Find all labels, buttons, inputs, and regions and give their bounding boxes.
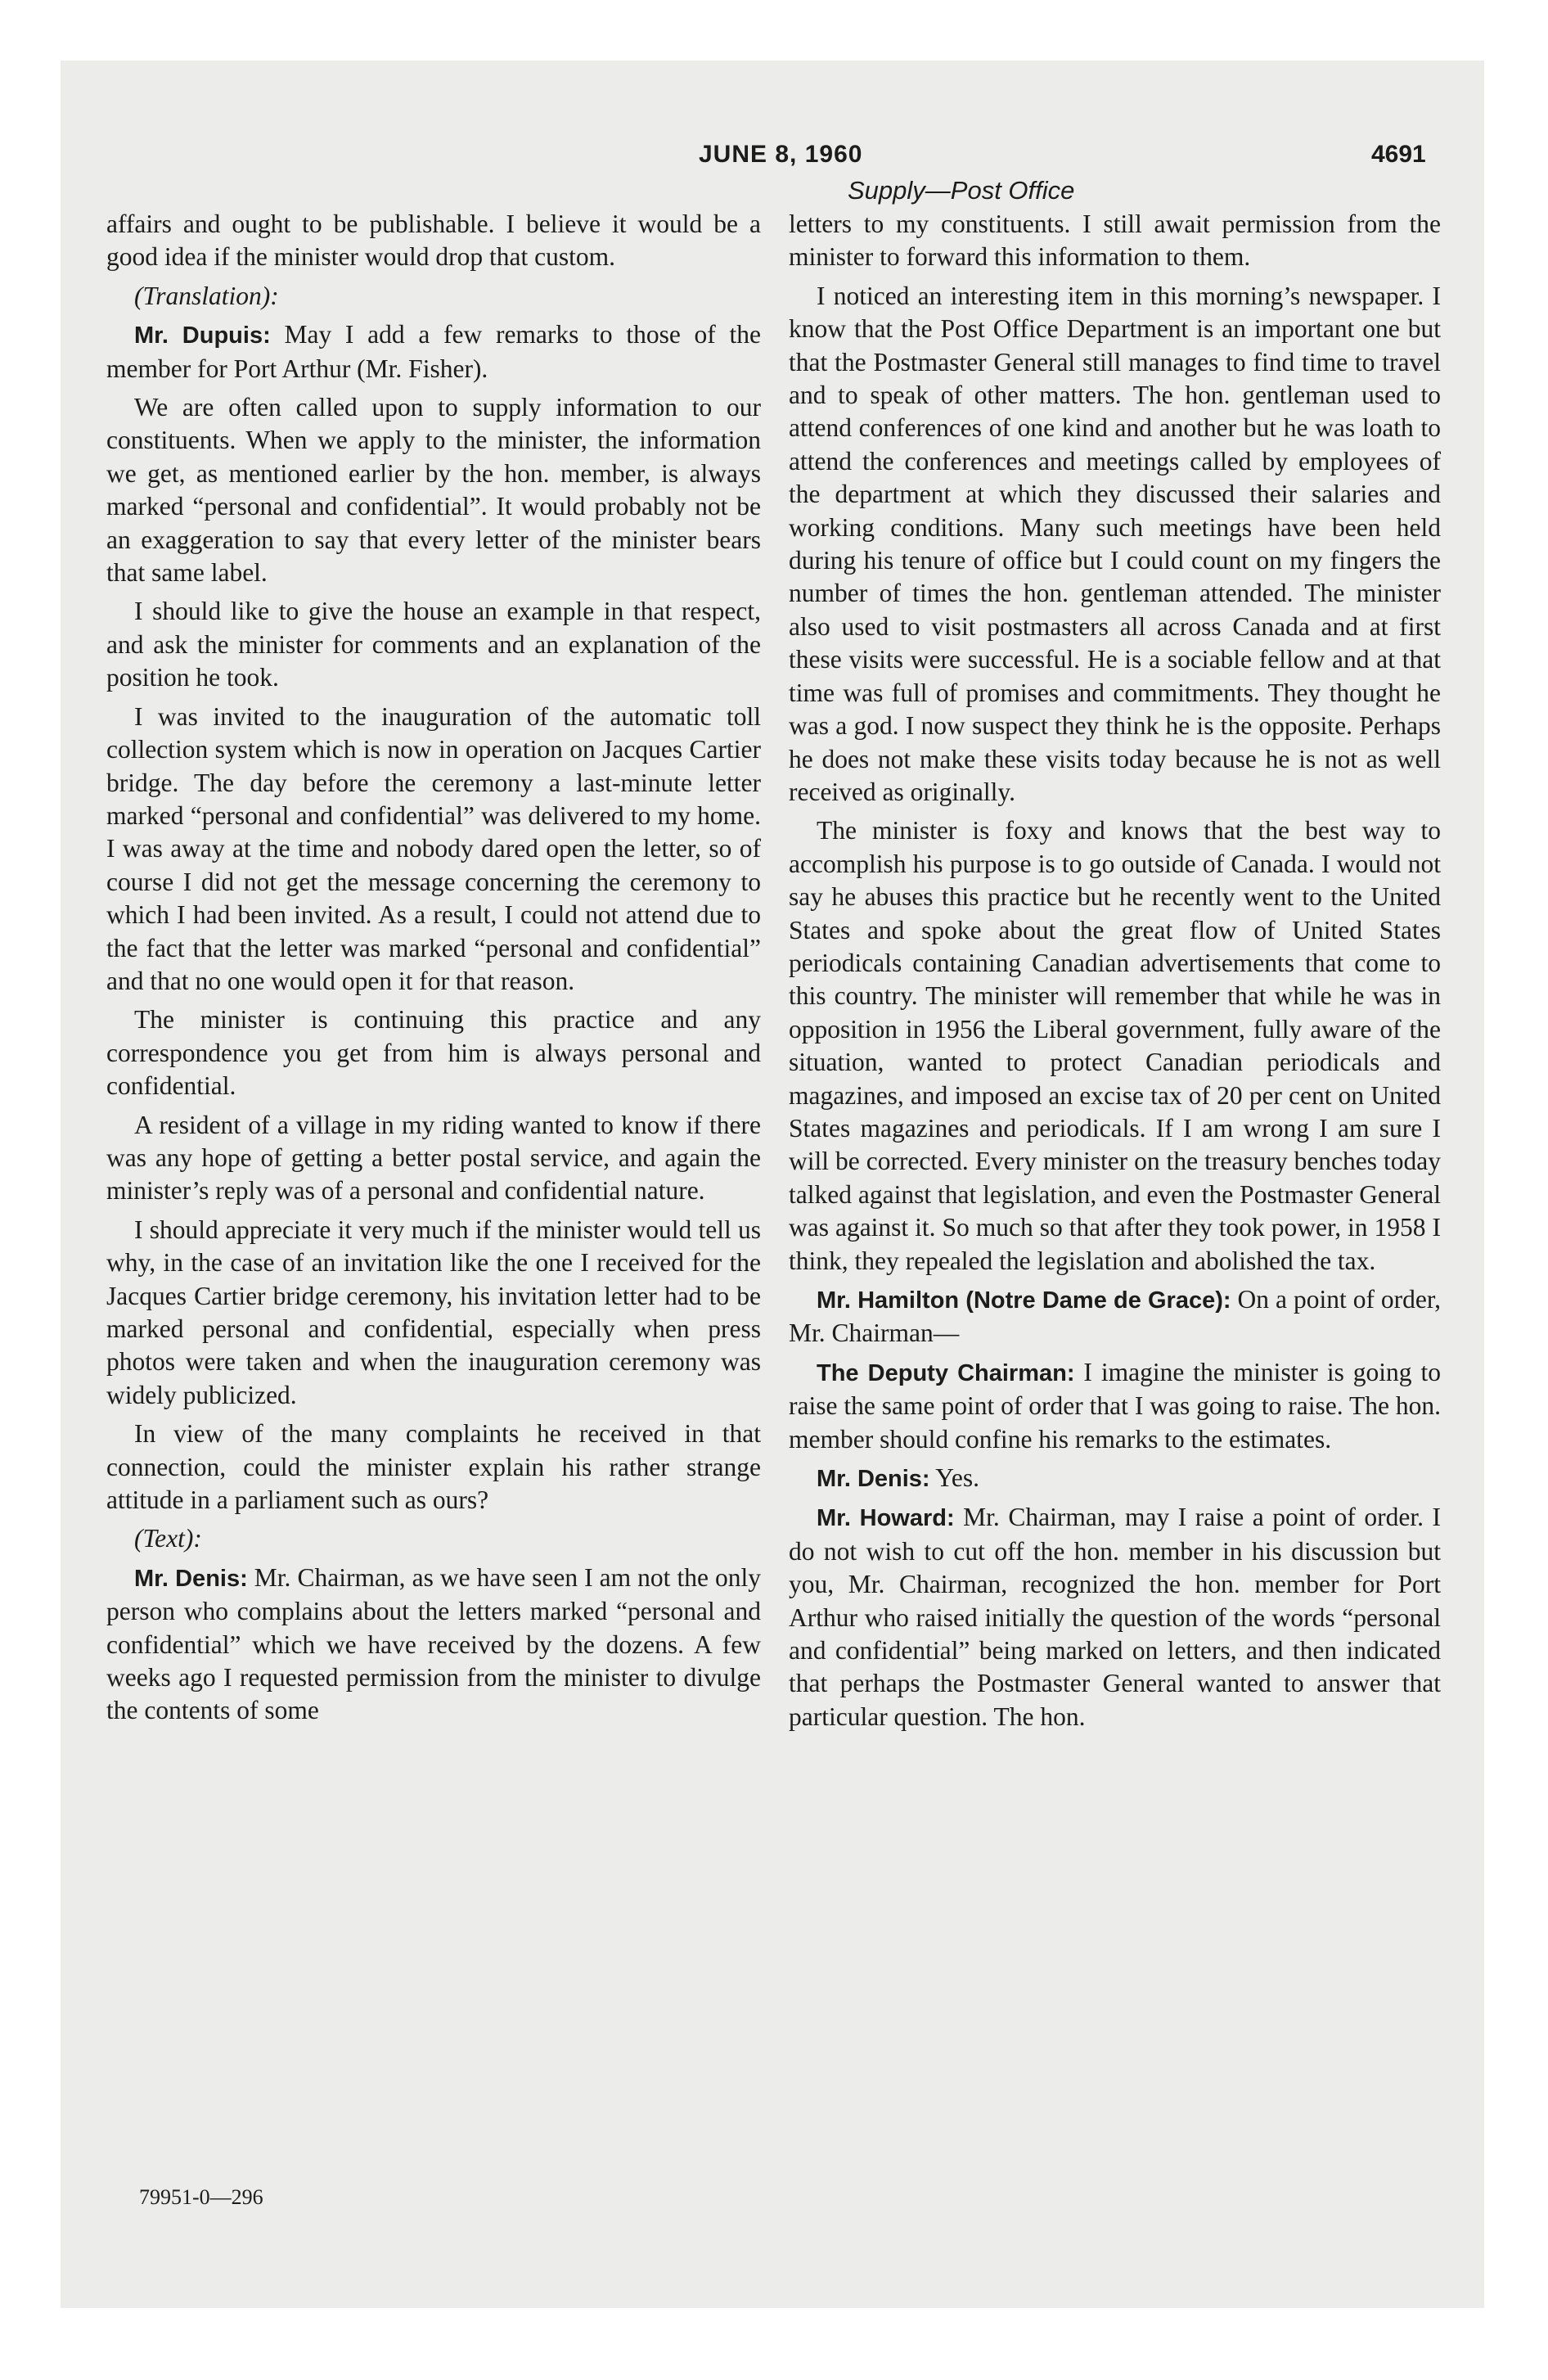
- speech-paragraph: [789, 1501, 1441, 1733]
- speech-text: May I add a few remarks to those of the member for Port Arthur (Mr. Fisher).: [106, 320, 761, 383]
- footer-code: 79951-0—296: [139, 2185, 263, 2209]
- speaker-name: Mr. Howard:: [817, 1505, 955, 1532]
- paragraph: affairs and ought to be publishable. I believe it would be a good idea if the minister would drop that custom.: [106, 210, 761, 272]
- paragraph: The minister is continuing this practice and any correspondence you get from him is always personal and confidential.: [106, 1005, 761, 1101]
- paragraph: I was invited to the inauguration of the automatic toll collection system which is now in operation on Jacques Cartier bridge. The day before the ceremony a last-minute letter marked “personal and confidential” was delivered to my home. I was away at the time and nobody dared open the letter, so of course I did not get the message concerning the ceremony to which I had been invited. As a result, I could not attend due to the fact that the letter was marked “personal and confidential” and that no one would open it for that reason.: [106, 701, 761, 995]
- speech-text: Mr. Chairman, as we have seen I am not the only person who complains about the letters marked “personal and confidential” which we have received by the dozens. A few weeks ago I requested permission from the minister to divulge the contents of some: [106, 1562, 761, 1725]
- speaker-name: Mr. Hamilton (Notre Dame de Grace):: [817, 1287, 1231, 1314]
- speaker-name: Mr. Denis:: [134, 1565, 248, 1592]
- speech-text: On a point of order, Mr. Chairman—: [789, 1285, 1441, 1348]
- paragraph: I should like to give the house an example in that respect, and ask the minister for comments and an explanation of the position he took.: [106, 597, 761, 692]
- left-column: [106, 208, 761, 1728]
- speech-paragraph: [106, 1562, 761, 1728]
- speech-paragraph: [789, 1356, 1441, 1456]
- speech-text: Yes.: [929, 1463, 980, 1493]
- speaker-name: The Deputy Chairman:: [817, 1359, 1075, 1386]
- text-label: (Text):: [134, 1524, 202, 1553]
- speech-text: Mr. Chairman, may I raise a point of order. I do not wish to cut off the hon. member in his discussion but you, Mr. Chairman, recognized the hon. member for Port Arthur who raised initially the question of the words “personal and confidential” being marked on letters, and then indicated that perhaps the Postmaster General wanted to answer that particular question. The hon.: [789, 1503, 1441, 1731]
- paragraph: The minister is foxy and knows that the best way to accomplish his purpose is to go outside of Canada. I would not say he abuses this practice but he recently went to the United States and spoke about the great flow of United States periodicals containing Canadian advertisements that come to this country. The minister will remember that while he was in opposition in 1956 the Liberal government, fully aware of the situation, wanted to protect Canadian periodicals and magazines, and imposed an excise tax of 20 per cent on United States magazines and periodicals. If I am wrong I am sure I will be corrected. Every minister on the treasury benches today talked against that legislation, and even the Postmaster General was against it. So much so that after they took power, in 1958 I think, they repealed the legislation and abolished the tax.: [789, 816, 1441, 1275]
- translation-label: (Translation):: [134, 281, 279, 310]
- speech-paragraph: [106, 318, 761, 385]
- right-column: [789, 208, 1441, 1733]
- paragraph: A resident of a village in my riding wanted to know if there was any hope of getting a better postal service, and again the minister’s reply was of a personal and confidential nature.: [106, 1110, 761, 1206]
- paragraph: In view of the many complaints he received in that connection, could the minister explain his rather strange attitude in a parliament such as ours?: [106, 1419, 761, 1515]
- paragraph: I noticed an interesting item in this morning’s newspaper. I know that the Post Office Department is an important one but that the Postmaster General still manages to find time to travel and to speak of other matters. The hon. gentleman used to attend conferences of one kind and another but he was loath to attend the conferences and meetings called by employees of the department at which they discussed their salaries and working conditions. Many such meetings have been held during his tenure of office but I could count on my fingers the number of times the hon. gentleman attended. The minister also used to visit postmasters all across Canada and at first these visits were successful. He is a sociable fellow and at that time was full of promises and commitments. They thought he was a god. I now suspect they think he is the opposite. Perhaps he does not make these visits today because he is not as well received as originally.: [789, 281, 1441, 806]
- paragraph: We are often called upon to supply information to our constituents. When we apply to the minister, the information we get, as mentioned earlier by the hon. member, is always marked “personal and confidential”. It would probably not be an exaggeration to say that every letter of the minister bears that same label.: [106, 393, 761, 588]
- header-date: JUNE 8, 1960: [699, 141, 863, 168]
- page-number: 4691: [1371, 141, 1426, 168]
- speech-text: I imagine the minister is going to raise the same point of order that I was going to raise. The hon. member should confine his remarks to the estimates.: [789, 1357, 1441, 1454]
- paragraph: I should appreciate it very much if the minister would tell us why, in the case of an invitation like the one I received for the Jacques Cartier bridge ceremony, his invitation letter had to be marked personal and confidential, especially when press photos were taken and when the inauguration ceremony was widely publicized.: [106, 1215, 761, 1409]
- speaker-name: Mr. Denis:: [817, 1466, 930, 1493]
- section-heading: Supply—Post Office: [848, 176, 1075, 205]
- speech-paragraph: [789, 1283, 1441, 1350]
- speech-paragraph: [789, 1462, 1441, 1495]
- speaker-name: Mr. Dupuis:: [134, 322, 271, 349]
- paragraph: letters to my constituents. I still await permission from the minister to forward this information to them.: [789, 210, 1441, 272]
